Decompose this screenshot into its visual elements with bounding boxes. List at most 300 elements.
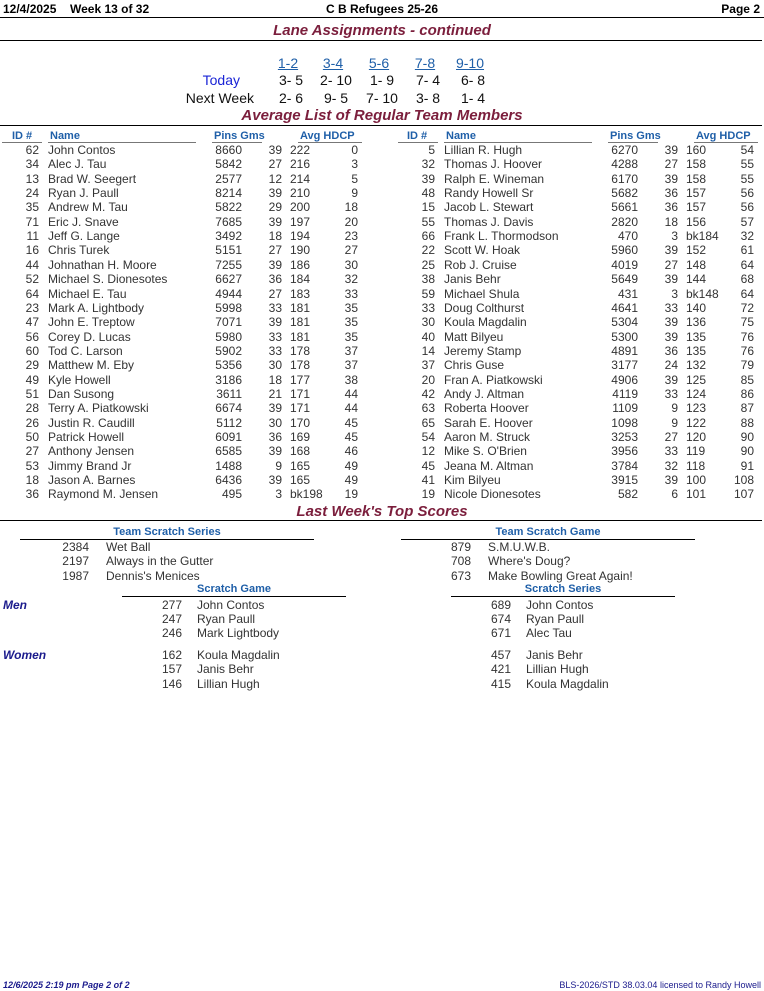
pins: 5682 bbox=[611, 186, 638, 201]
pins: 6585 bbox=[215, 444, 242, 459]
score-value: 146 bbox=[161, 677, 182, 691]
lane-pair-header: 7-8 bbox=[414, 55, 436, 71]
bowler-name: Andy J. Altman bbox=[444, 386, 525, 401]
bowler-id: 54 bbox=[421, 430, 435, 444]
average: 125 bbox=[686, 372, 707, 387]
lane-assignments-title: Lane Assignments - continued bbox=[273, 22, 491, 39]
handicap: 108 bbox=[733, 473, 754, 488]
bowler-name: Matt Bilyeu bbox=[444, 329, 504, 344]
team-name: Dennis's Menices bbox=[106, 569, 200, 583]
games: 33 bbox=[664, 386, 678, 401]
games: 3 bbox=[671, 286, 678, 301]
bowler-name: Mike S. O'Brien bbox=[444, 444, 527, 459]
bowler-id: 37 bbox=[421, 358, 435, 373]
lane-title-rule bbox=[0, 40, 762, 41]
pins: 4906 bbox=[611, 372, 638, 387]
pins: 7685 bbox=[215, 214, 242, 229]
scratch-game-heading: Scratch Game bbox=[197, 583, 271, 595]
bowler-id: 48 bbox=[421, 186, 435, 201]
bowler-name: Terry A. Piatkowski bbox=[48, 401, 149, 416]
average: 222 bbox=[290, 143, 311, 157]
average-row bbox=[0, 287, 370, 301]
handicap: 90 bbox=[740, 430, 754, 444]
score-value: 879 bbox=[450, 540, 471, 554]
pins: 7255 bbox=[215, 257, 242, 272]
games: 32 bbox=[664, 458, 678, 473]
bowler-name: Johnathan H. Moore bbox=[48, 257, 157, 272]
bowler-name: John E. Treptow bbox=[48, 315, 135, 330]
handicap: 5 bbox=[351, 171, 358, 186]
bowler-id: 62 bbox=[25, 143, 39, 157]
average-row bbox=[0, 473, 370, 487]
team-scratch-game-heading: Team Scratch Game bbox=[495, 526, 601, 538]
col-head-id: ID # bbox=[12, 130, 33, 142]
average: 181 bbox=[290, 329, 311, 344]
average: 210 bbox=[290, 186, 311, 201]
average-row bbox=[396, 473, 764, 487]
bowler-id: 15 bbox=[421, 200, 435, 215]
pins: 6436 bbox=[215, 473, 242, 488]
handicap: 0 bbox=[351, 143, 358, 157]
scratch-series-heading: Scratch Series bbox=[524, 583, 602, 595]
pins: 5661 bbox=[611, 200, 638, 215]
handicap: 9 bbox=[351, 186, 358, 201]
bowler-id: 22 bbox=[421, 243, 435, 258]
average: 118 bbox=[686, 458, 706, 473]
bowler-name: Nicole Dionesotes bbox=[444, 487, 541, 502]
col-head-pins-gms: Pins Gms bbox=[214, 130, 265, 142]
pins: 4891 bbox=[611, 343, 638, 358]
average-title-rule bbox=[0, 125, 762, 126]
bowler-name: Dan Susong bbox=[48, 386, 115, 401]
bowler-id: 11 bbox=[26, 229, 39, 244]
pins: 1098 bbox=[611, 415, 638, 430]
pins: 5649 bbox=[611, 272, 638, 287]
score-value: 162 bbox=[161, 648, 182, 662]
bowler-id: 55 bbox=[421, 214, 435, 229]
bowler-id: 38 bbox=[421, 272, 435, 287]
games: 39 bbox=[268, 444, 282, 459]
handicap: 35 bbox=[344, 329, 358, 344]
bowler-name: Roberta Hoover bbox=[444, 401, 529, 416]
average: 135 bbox=[686, 343, 707, 358]
average: 152 bbox=[686, 243, 707, 258]
average-row bbox=[396, 416, 764, 430]
next-lane-value: 1- 4 bbox=[460, 90, 486, 106]
average-row bbox=[396, 387, 764, 401]
average: 200 bbox=[290, 200, 311, 215]
bowler-name: Alec J. Tau bbox=[48, 157, 107, 172]
handicap: 32 bbox=[344, 272, 358, 287]
average: 136 bbox=[686, 315, 707, 330]
average-row bbox=[396, 272, 764, 286]
average-row bbox=[396, 258, 764, 272]
games: 27 bbox=[664, 157, 678, 172]
games: 39 bbox=[664, 143, 678, 157]
average-row bbox=[396, 315, 764, 329]
team-name: Where's Doug? bbox=[488, 554, 571, 568]
handicap: 35 bbox=[344, 315, 358, 330]
score-value: 673 bbox=[450, 569, 471, 583]
bowler-id: 35 bbox=[25, 200, 39, 215]
average-row bbox=[0, 430, 370, 444]
pins: 5960 bbox=[611, 243, 638, 258]
bowler-name: Eric J. Snave bbox=[48, 214, 119, 229]
bowler-name: Michael Shula bbox=[444, 286, 520, 301]
bowler-id: 66 bbox=[421, 229, 435, 244]
average: 148 bbox=[686, 257, 707, 272]
bowler-name: Janis Behr bbox=[526, 648, 583, 662]
bowler-id: 36 bbox=[25, 487, 39, 502]
pins: 3611 bbox=[216, 386, 242, 401]
average-row bbox=[396, 200, 764, 214]
average-row bbox=[0, 200, 370, 214]
today-lane-value: 7- 4 bbox=[415, 72, 441, 88]
average-row bbox=[0, 186, 370, 200]
pins: 495 bbox=[221, 487, 242, 502]
average: 216 bbox=[290, 157, 311, 172]
bowler-id: 45 bbox=[421, 458, 435, 473]
bowler-name: Patrick Howell bbox=[48, 430, 125, 444]
bowler-id: 18 bbox=[25, 473, 39, 488]
average: 140 bbox=[686, 300, 707, 315]
average-row bbox=[396, 287, 764, 301]
average-row bbox=[0, 358, 370, 372]
handicap: 75 bbox=[740, 315, 754, 330]
score-value: 415 bbox=[490, 677, 511, 691]
handicap: 23 bbox=[344, 229, 358, 244]
score-value: 421 bbox=[490, 662, 511, 676]
bowler-name: Aaron M. Struck bbox=[444, 430, 531, 444]
bowler-id: 14 bbox=[421, 343, 435, 358]
games: 9 bbox=[671, 415, 678, 430]
handicap: 79 bbox=[740, 358, 754, 373]
pins: 3177 bbox=[611, 358, 638, 373]
pins: 3186 bbox=[215, 372, 242, 387]
games: 33 bbox=[664, 444, 678, 459]
bowler-name: Randy Howell Sr bbox=[444, 186, 534, 201]
handicap: 64 bbox=[740, 286, 754, 301]
average-row bbox=[0, 229, 370, 243]
handicap: 44 bbox=[344, 386, 358, 401]
header-week: Week 13 of 32 bbox=[70, 2, 150, 16]
handicap: 46 bbox=[344, 444, 358, 459]
games: 27 bbox=[664, 257, 678, 272]
average-row bbox=[396, 430, 764, 444]
games: 39 bbox=[664, 372, 678, 387]
pins: 470 bbox=[617, 229, 638, 244]
average-row bbox=[0, 243, 370, 257]
pins: 5304 bbox=[611, 315, 638, 330]
pins: 5151 bbox=[215, 243, 242, 258]
team-name: Make Bowling Great Again! bbox=[488, 569, 633, 583]
handicap: 76 bbox=[740, 329, 754, 344]
bowler-name: Lillian R. Hugh bbox=[444, 143, 523, 157]
bowler-name: John Contos bbox=[197, 598, 265, 612]
today-lane-value: 3- 5 bbox=[278, 72, 304, 88]
pins: 6674 bbox=[215, 401, 242, 416]
average: 177 bbox=[290, 372, 311, 387]
average: 135 bbox=[686, 329, 707, 344]
average-row bbox=[0, 373, 370, 387]
average: 184 bbox=[290, 272, 311, 287]
bowler-id: 24 bbox=[25, 186, 39, 201]
handicap: 37 bbox=[344, 358, 358, 373]
handicap: 30 bbox=[344, 257, 358, 272]
average: 101 bbox=[686, 487, 707, 502]
bowler-name: Tod C. Larson bbox=[48, 343, 123, 358]
handicap: 20 bbox=[344, 214, 358, 229]
score-value: 2197 bbox=[62, 554, 89, 568]
next-lane-value: 9- 5 bbox=[323, 90, 349, 106]
bowler-name: Anthony Jensen bbox=[48, 444, 135, 459]
header-rule bbox=[0, 17, 764, 18]
sub-rule bbox=[122, 596, 346, 597]
score-value: 277 bbox=[161, 598, 182, 612]
games: 29 bbox=[268, 200, 282, 215]
average-row bbox=[0, 215, 370, 229]
average-row bbox=[0, 401, 370, 415]
average-row bbox=[0, 487, 370, 501]
games: 33 bbox=[664, 300, 678, 315]
bowler-id: 19 bbox=[421, 487, 435, 502]
games: 36 bbox=[664, 343, 678, 358]
pins: 3253 bbox=[611, 430, 638, 444]
bowler-id: 56 bbox=[25, 329, 39, 344]
games: 30 bbox=[268, 415, 282, 430]
page-number: Page 2 bbox=[721, 2, 760, 16]
average: bk198 bbox=[290, 487, 323, 502]
games: 18 bbox=[664, 214, 678, 229]
lane-pair-header: 9-10 bbox=[455, 55, 485, 71]
games: 24 bbox=[664, 358, 678, 373]
score-value: 246 bbox=[161, 626, 182, 640]
bowler-name: Jeana M. Altman bbox=[444, 458, 534, 473]
pins: 8660 bbox=[215, 143, 242, 157]
next-week-label: Next Week bbox=[185, 90, 254, 106]
average-row bbox=[396, 243, 764, 257]
bowler-name: Koula Magdalin bbox=[444, 315, 527, 330]
average-row bbox=[396, 229, 764, 243]
average-row bbox=[396, 157, 764, 171]
handicap: 45 bbox=[344, 430, 358, 444]
average-row bbox=[0, 315, 370, 329]
handicap: 61 bbox=[740, 243, 754, 258]
pins: 5980 bbox=[215, 329, 242, 344]
bowler-id: 64 bbox=[25, 286, 39, 301]
pins: 8214 bbox=[215, 186, 242, 201]
average-row bbox=[0, 157, 370, 171]
handicap: 55 bbox=[740, 157, 754, 172]
games: 39 bbox=[268, 214, 282, 229]
handicap: 86 bbox=[740, 386, 754, 401]
average: 132 bbox=[686, 358, 707, 373]
footer-license: BLS-2026/STD 38.03.04 licensed to Randy Howell bbox=[559, 980, 761, 990]
pins: 5842 bbox=[215, 157, 242, 172]
bowler-id: 26 bbox=[25, 415, 39, 430]
average: 197 bbox=[290, 214, 311, 229]
handicap: 32 bbox=[740, 229, 754, 244]
handicap: 54 bbox=[740, 143, 754, 157]
score-value: 1987 bbox=[62, 569, 89, 583]
lane-pair-header: 5-6 bbox=[368, 55, 390, 71]
bowler-id: 33 bbox=[421, 300, 435, 315]
games: 6 bbox=[671, 487, 678, 502]
games: 21 bbox=[268, 386, 282, 401]
bowler-name: Lillian Hugh bbox=[526, 662, 589, 676]
average: 171 bbox=[290, 401, 311, 416]
average: 157 bbox=[686, 200, 707, 215]
handicap: 57 bbox=[740, 214, 754, 229]
score-value: 2384 bbox=[62, 540, 89, 554]
score-value: 457 bbox=[490, 648, 511, 662]
bowler-id: 12 bbox=[421, 444, 435, 459]
bowler-name: Justin R. Caudill bbox=[48, 415, 135, 430]
handicap: 49 bbox=[344, 458, 358, 473]
average-row bbox=[0, 387, 370, 401]
games: 39 bbox=[268, 257, 282, 272]
games: 39 bbox=[268, 143, 282, 157]
bowler-name: Ralph E. Wineman bbox=[444, 171, 545, 186]
handicap: 35 bbox=[344, 300, 358, 315]
bowler-name: Koula Magdalin bbox=[197, 648, 280, 662]
pins: 3956 bbox=[611, 444, 638, 459]
bowler-id: 25 bbox=[421, 257, 435, 272]
pins: 2820 bbox=[611, 214, 638, 229]
average-row bbox=[396, 172, 764, 186]
handicap: 56 bbox=[740, 200, 754, 215]
games: 39 bbox=[664, 243, 678, 258]
bowler-id: 71 bbox=[25, 214, 39, 229]
games: 9 bbox=[275, 458, 282, 473]
pins: 6170 bbox=[611, 171, 638, 186]
score-value: 671 bbox=[490, 626, 511, 640]
handicap: 49 bbox=[344, 473, 358, 488]
games: 39 bbox=[268, 186, 282, 201]
bowler-name: Jeremy Stamp bbox=[444, 343, 522, 358]
bowler-id: 29 bbox=[25, 358, 39, 373]
average-row bbox=[0, 272, 370, 286]
pins: 4119 bbox=[612, 386, 638, 401]
today-lane-value: 6- 8 bbox=[460, 72, 486, 88]
bowler-name: Scott W. Hoak bbox=[444, 243, 521, 258]
average-row bbox=[396, 143, 764, 157]
handicap: 45 bbox=[344, 415, 358, 430]
bowler-id: 27 bbox=[25, 444, 39, 459]
games: 39 bbox=[664, 171, 678, 186]
average-row bbox=[396, 215, 764, 229]
average: 181 bbox=[290, 315, 311, 330]
pins: 3915 bbox=[611, 473, 638, 488]
handicap: 33 bbox=[344, 286, 358, 301]
bowler-id: 47 bbox=[25, 315, 39, 330]
average-row bbox=[0, 444, 370, 458]
average: 183 bbox=[290, 286, 311, 301]
average-row bbox=[0, 330, 370, 344]
average: 181 bbox=[290, 300, 311, 315]
score-value: 674 bbox=[490, 612, 511, 626]
pins: 5112 bbox=[216, 415, 242, 430]
average: 186 bbox=[290, 257, 311, 272]
bowler-name: Michael E. Tau bbox=[48, 286, 127, 301]
average-row bbox=[396, 344, 764, 358]
pins: 582 bbox=[617, 487, 638, 502]
lane-pair-header: 3-4 bbox=[322, 55, 344, 71]
next-lane-value: 3- 8 bbox=[415, 90, 441, 106]
bowler-id: 53 bbox=[25, 458, 39, 473]
pins: 431 bbox=[617, 286, 638, 301]
bowler-name: Mark A. Lightbody bbox=[48, 300, 145, 315]
bowler-id: 34 bbox=[25, 157, 39, 172]
bowler-name: Alec Tau bbox=[526, 626, 572, 640]
team-name: Wet Ball bbox=[106, 540, 151, 554]
pins: 1109 bbox=[612, 401, 638, 416]
score-value: 689 bbox=[490, 598, 511, 612]
bowler-name: Jason A. Barnes bbox=[48, 473, 136, 488]
pins: 3784 bbox=[611, 458, 638, 473]
average-row bbox=[396, 186, 764, 200]
bowler-id: 39 bbox=[421, 171, 435, 186]
handicap: 27 bbox=[344, 243, 358, 258]
handicap: 85 bbox=[740, 372, 754, 387]
average: 169 bbox=[290, 430, 311, 444]
bowler-name: Janis Behr bbox=[444, 272, 501, 287]
pins: 5998 bbox=[215, 300, 242, 315]
bowler-id: 52 bbox=[25, 272, 39, 287]
next-lane-value: 7- 10 bbox=[366, 90, 398, 106]
average: 100 bbox=[686, 473, 707, 488]
col-head-avg-hdcp: Avg HDCP bbox=[300, 130, 355, 142]
average: 120 bbox=[686, 430, 707, 444]
games: 27 bbox=[268, 243, 282, 258]
bowler-name: Ryan J. Paull bbox=[48, 186, 119, 201]
bowler-name: Raymond M. Jensen bbox=[48, 487, 159, 502]
bowler-name: Thomas J. Davis bbox=[444, 214, 534, 229]
sub-rule bbox=[451, 596, 675, 597]
games: 39 bbox=[268, 315, 282, 330]
average: 144 bbox=[686, 272, 707, 287]
today-label: Today bbox=[202, 72, 240, 88]
bowler-name: Brad W. Seegert bbox=[48, 171, 137, 186]
score-value: 247 bbox=[161, 612, 182, 626]
bowler-name: Doug Colthurst bbox=[444, 300, 525, 315]
handicap: 72 bbox=[740, 300, 754, 315]
handicap: 64 bbox=[740, 257, 754, 272]
average-row bbox=[0, 301, 370, 315]
handicap: 18 bbox=[344, 200, 358, 215]
handicap: 88 bbox=[740, 415, 754, 430]
bowler-id: 40 bbox=[421, 329, 435, 344]
average-row bbox=[0, 143, 370, 157]
average-row bbox=[0, 258, 370, 272]
games: 39 bbox=[664, 272, 678, 287]
average: 171 bbox=[290, 386, 311, 401]
handicap: 38 bbox=[344, 372, 358, 387]
average: 190 bbox=[290, 243, 311, 258]
average-row bbox=[396, 358, 764, 372]
bowler-id: 13 bbox=[25, 171, 39, 186]
bowler-name: Rob J. Cruise bbox=[444, 257, 517, 272]
bowler-id: 59 bbox=[421, 286, 435, 301]
pins: 4019 bbox=[611, 257, 638, 272]
bowler-name: Ryan Paull bbox=[197, 612, 256, 626]
games: 36 bbox=[664, 200, 678, 215]
handicap: 90 bbox=[740, 444, 754, 459]
handicap: 44 bbox=[344, 401, 358, 416]
men-label: Men bbox=[3, 598, 27, 612]
bowler-name: Kyle Howell bbox=[48, 372, 111, 387]
average-row bbox=[0, 459, 370, 473]
